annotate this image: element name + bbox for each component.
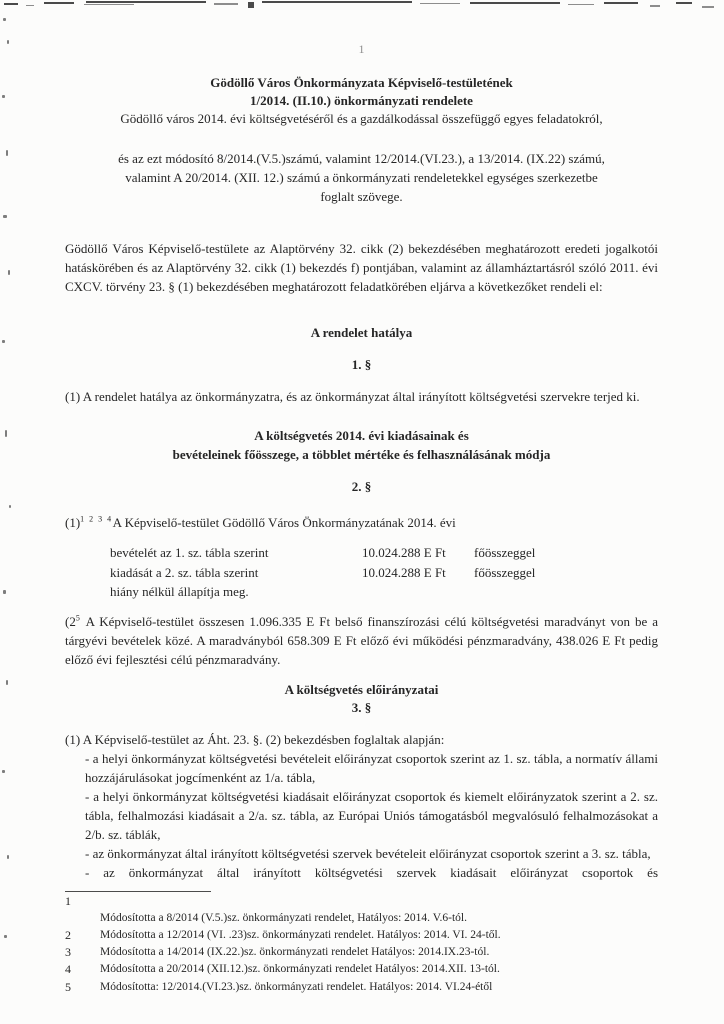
document-subtitle: Gödöllő város 2014. évi költségvetéséről és a gazdálkodással összefüggő egyes feladatokról, bbox=[120, 111, 603, 126]
list-item: - az önkormányzat által irányított költségvetési szervek kiadásait előirányzat csoportok és bbox=[85, 864, 658, 880]
row-label: hiány nélkül állapítja meg. bbox=[110, 584, 249, 599]
row-amount: 10.024.288 E Ft bbox=[362, 564, 446, 580]
section2-heading-line2: bevételeinek főösszege, a többlet mértéke és felhasználásának módja bbox=[172, 447, 551, 462]
section2-heading bbox=[65, 426, 658, 464]
preamble-paragraph: Gödöllő Város Képviselő-testülete az Alaptörvény 32. cikk (2) bekezdésében meghatározott eredeti jogalkotói hatáskörében és az Alaptörvény 32. cikk (1) bekezdés f) pontjában, valamint az államháztartásról szóló 2011. évi CXCV. törvény 23. § (1) bekezdésében meghatározott feladatkörében eljárva a következőket rendeli el: bbox=[65, 241, 658, 294]
list-item: - az önkormányzat által irányított költségvetési szervek bevételeit előirányzat csoportok szerint a 3. sz. tábla, bbox=[85, 845, 651, 861]
footnote-block bbox=[65, 891, 659, 996]
amendment-line: valamint A 20/2014. (XII. 12.) számú a önkormányzati rendeletekkel egységes szerkezetbe bbox=[125, 170, 598, 185]
row-suffix: főösszeggel bbox=[474, 545, 536, 560]
footnote-reference: 5 bbox=[75, 613, 82, 623]
footnote-text: Módosította a 12/2014 (VI. .23)sz. önkormányzati rendelet. Hatályos: 2014. VI. 24-től. bbox=[100, 929, 501, 941]
paragraph-marker: (1) bbox=[65, 515, 81, 530]
section3-paragraph1-intro: (1) A Képviselő-testület az Áht. 23. §. (2) bekezdésben foglaltak alapján: bbox=[65, 731, 445, 747]
section3-number: 3. § bbox=[351, 699, 372, 715]
paragraph-text: A Képviselő-testület Gödöllő Város Önkormányzatának 2014. évi bbox=[112, 515, 456, 530]
amendment-line: foglalt szövege. bbox=[320, 189, 403, 204]
budget-summary-table bbox=[110, 543, 658, 602]
row-label: kiadását a 2. sz. tábla szerint bbox=[110, 564, 259, 580]
list-item: - a helyi önkormányzat költségvetési bevételeit előirányzat csoportok szerint az 1. sz. tábla, a normatív állami hozzájárulásokat jogcímenként az 1/a. tábla, bbox=[85, 750, 658, 785]
footnote-text: Módosította a 20/2014 (XII.12.)sz. önkormányzati rendelet Hatályos: 2014.XII. 13-tól. bbox=[100, 963, 500, 976]
section3-bullet-list bbox=[85, 749, 658, 882]
footnote-item bbox=[65, 927, 659, 944]
paragraph-marker: (2 bbox=[65, 613, 76, 629]
footnote-text: Módosította a 8/2014 (V.5.)sz. önkormányzati rendelet, Hatályos: 2014. V.6-tól. bbox=[100, 912, 467, 924]
table-row bbox=[110, 582, 658, 602]
document-title-block bbox=[65, 74, 658, 128]
section1-number: 1. § bbox=[351, 357, 372, 372]
section2-number: 2. § bbox=[351, 479, 372, 494]
footnote-item bbox=[65, 979, 659, 996]
section2-paragraph2 bbox=[65, 612, 658, 669]
section2-heading-line1: A költségvetés 2014. évi kiadásainak és bbox=[254, 428, 469, 443]
section1-heading: A rendelet hatálya bbox=[310, 325, 413, 340]
footnote-number: 2 bbox=[65, 928, 71, 942]
row-label: bevételét az 1. sz. tábla szerint bbox=[110, 545, 269, 560]
footnote-text: Módosította a 14/2014 (IX.22.)sz. önkormányzati rendelet Hatályos: 2014.IX.23-tól. bbox=[100, 946, 490, 959]
paragraph-text: A Képviselő-testület összesen 1.096.335 E Ft belső finanszírozási célú költségvetési maradványt von be a tárgyévi bevételek közé. A maradványból 658.309 E Ft előző évi működési pénzmaradvány, 438.026 E Ft pedig előző évi fejlesztési célú pénzmaradvány. bbox=[65, 613, 658, 667]
footnote-number: 4 bbox=[65, 962, 71, 977]
footnote-text: Módosította: 12/2014.(VI.23.)sz. önkormányzati rendelet. Hatályos: 2014. VI.24-étől bbox=[100, 980, 493, 993]
amendment-line: és az ezt módosító 8/2014.(V.5.)számú, valamint 12/2014.(VI.23.), a 13/2014. (IX.22) számú, bbox=[118, 151, 605, 166]
table-row bbox=[110, 543, 658, 563]
row-amount: 10.024.288 E Ft bbox=[362, 545, 446, 560]
list-item: - a helyi önkormányzat költségvetési kiadásait előirányzat csoportok és kiemelt előirányzatok szerint a 2. sz. tábla, felhalmozási kiadásait a 2/a. sz. tábla, az Európai Uniós támogatásból megvalósuló felhalmozásokat a 2/b. sz. táblák, bbox=[85, 788, 658, 842]
section1-paragraph1: (1) A rendelet hatálya az önkormányzatra, és az önkormányzat által irányított költségvetési szervekre terjed ki. bbox=[65, 389, 640, 404]
footnote-reference: 1 2 3 4 bbox=[80, 514, 113, 524]
section3-heading: A költségvetés előirányzatai bbox=[284, 681, 439, 697]
section2-paragraph1 bbox=[65, 513, 658, 532]
footnote-number: 1 bbox=[65, 894, 71, 908]
row-amount bbox=[362, 582, 474, 602]
footnote-number: 5 bbox=[65, 979, 71, 994]
footnote-item bbox=[65, 961, 659, 978]
document-body bbox=[65, 42, 658, 882]
document-title-line1: Gödöllő Város Önkormányzata Képviselő-testületének bbox=[210, 75, 513, 90]
footnote-number: 3 bbox=[65, 945, 71, 960]
table-row bbox=[110, 563, 658, 583]
row-suffix: főösszeggel bbox=[474, 564, 536, 580]
footnote-item bbox=[65, 944, 659, 961]
row-suffix bbox=[474, 582, 658, 602]
amendment-note bbox=[65, 149, 658, 206]
page-number: 1 bbox=[358, 42, 365, 56]
footnote-separator bbox=[65, 891, 211, 892]
decree-number-line: 1/2014. (II.10.) önkormányzati rendelete bbox=[250, 93, 473, 108]
